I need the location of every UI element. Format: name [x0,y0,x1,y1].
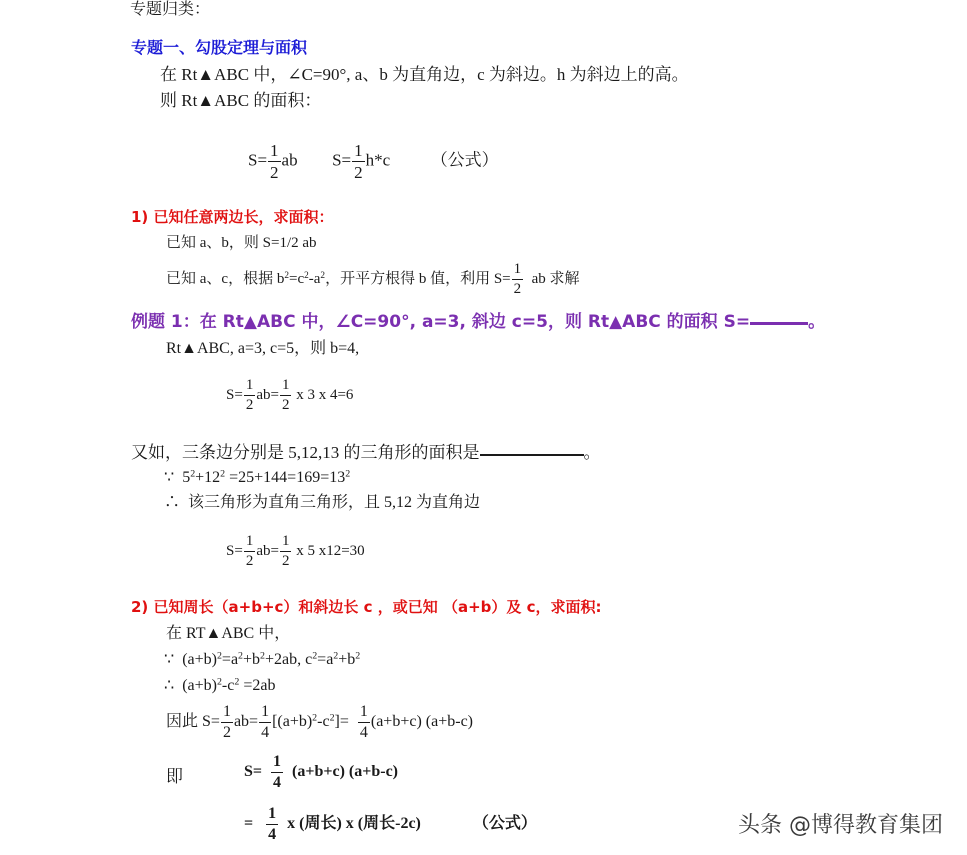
topic1-intro: 在 Rt▲ABC 中，∠C=90°, a、b 为直角边，c 为斜边。h 为斜边上的高。 [160,65,689,84]
fraction-half: $\frac{1}{2}$ [270,141,279,182]
fraction-half: $\frac{1}{2}$ [222,703,231,741]
case2-ji-label: 即 [166,767,183,786]
section-header: 专题归类： [130,1,211,18]
fraction-half: $\frac{1}{2}$ [513,261,522,297]
therefore-symbol: ∴ [164,677,175,694]
area-formula: S= $\frac{1}{2}$ ab S= $\frac{1}{2}$ h*c （公式） [248,141,499,182]
case2-line1: 在 RT▲ABC 中， [166,625,291,642]
case2-hence: 因此 S= $\frac{1}{2}$ ab= $\frac{1}{4}$ $[(a+b)^2-c^2]=$ $\frac{1}{4}$ (a+b+c) (a+b-c) [166,703,473,741]
case2-final-formula: S= $\frac{1}{4}$ (a+b+c) (a+b-c) [244,753,399,791]
fraction-quarter: $\frac{1}{4}$ [273,753,282,791]
case2-title: 2) 已知周长（a+b+c）和斜边长 c ，或已知 （a+b）及 c，求面积: [131,598,602,616]
fraction-quarter: $\frac{1}{4}$ [359,703,368,741]
formula-note: （公式） [430,150,499,170]
fraction-half: $\frac{1}{2}$ [281,533,290,569]
answer-blank [480,453,584,456]
case1-line2: 已知 a、c，根据 $b^2=c^2-a^2$，开平方根得 b 值，利用 S= $\frac{1}{2}$ ab 求解 [166,261,580,297]
case2-final-formula2: = $\frac{1}{4}$ x (周长) x (周长-2c) （公式） [244,805,537,843]
example1-calc: S= $\frac{1}{2}$ ab= $\frac{1}{2}$ x 3 x 4=6 [226,377,354,413]
watermark-text: 头条 @博得教育集团 [738,813,943,838]
therefore-symbol: ∴ [164,494,181,511]
fraction-half: $\frac{1}{2}$ [245,533,254,569]
fraction-half: $\frac{1}{2}$ [245,377,254,413]
because-symbol: ∵ [164,651,175,668]
fraction-half: $\frac{1}{2}$ [354,141,363,182]
example2-therefore: ∴ 该三角形为直角三角形，且 5,12 为直角边 [164,494,481,511]
case1-title: 1) 已知任意两边长，求面积： [131,208,334,226]
fraction-half: $\frac{1}{2}$ [281,377,290,413]
example2-intro: 又如，三条边分别是 5,12,13 的三角形的面积是 。 [131,443,601,462]
case1-line1: 已知 a、b，则 S=1/2 ab [166,235,317,251]
example1-title: 例题 1：在 Rt▲ABC 中，∠C=90°, a=3, 斜边 c=5，则 Rt▲ABC 的面积 S= 。 [131,312,826,332]
example2-calc: S= $\frac{1}{2}$ ab= $\frac{1}{2}$ x 5 x12=30 [226,533,365,569]
example2-because: ∵ $5^2+12^2 =25+144=169=13^2$ [164,468,351,486]
answer-blank [750,321,808,325]
case2-therefore: ∴ $(a+b)^2-c^2 =2ab$ [164,676,276,694]
example1-given: Rt▲ABC, a=3, c=5，则 b=4, [166,340,360,357]
fraction-quarter: $\frac{1}{4}$ [268,805,277,843]
topic1-intro2: 则 Rt▲ABC 的面积： [160,91,322,110]
formula-s: S= [248,150,268,170]
topic1-title: 专题一、勾股定理与面积 [131,38,308,57]
case2-because: ∵ $(a+b)^2=a^2+b^2+2ab$, $c^2=a^2+b^2$ [164,650,361,668]
fraction-quarter: $\frac{1}{4}$ [261,703,270,741]
because-symbol: ∵ [164,469,175,486]
